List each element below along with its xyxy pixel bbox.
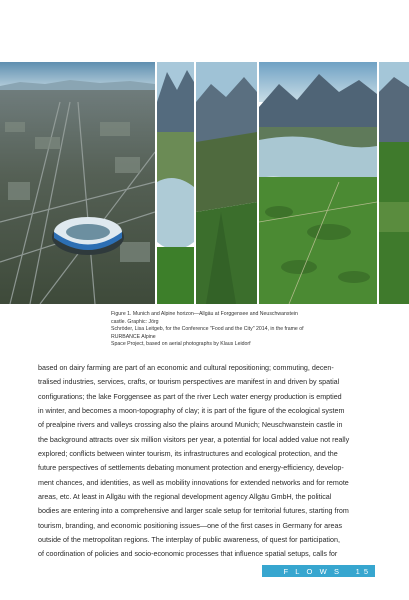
caption-line: Figure 1. Munich and Alpine horizon—Allgäu at Forggensee and Neuschwanstein castle. Graphic: Jörg [111,311,298,325]
photo-alpine-edge [379,62,409,304]
body-line: of coordination of policies and socio-economic processes that influence spatial setups, calls for [38,550,338,559]
body-line: explored; conflicts between winter tourism, its infrastructures and ecological protection, and the [38,450,338,459]
body-line: areas, etc. At least in Allgäu with the regional development agency Allgäu GmbH, the political [38,493,332,502]
figure-caption [111,311,311,349]
page-number: 1 5 [355,566,369,576]
body-line: of prealpine rivers and valleys crossing also the plains around Munich; Neuschwanstein castle in [38,421,343,430]
body-line: tralised industries, services, crafts, or tourism perspectives are manifest in and driven by spatial [38,378,340,387]
body-line: ment chances, and identities, as well as mobility innovations for extended networks and for remote [38,478,349,487]
body-line: outside of the metropolitan regions. The interplay of public awareness, of quest for participation, [38,536,340,545]
body-line: configurations; the lake Forggensee as part of the river Lech water energy production is emptied [38,392,342,401]
photo-forggensee-lake [259,62,377,304]
running-footer [262,565,375,577]
photo-alps-lake-narrow [157,62,194,304]
body-line: tourism, branding, and economic positioning issues—one of the first cases in Germany for areas [38,521,343,530]
caption-line: Schröder, Lisa Leitgeb, for the Conference "Food and the City" 2014, in the frame of RURBANCE Alpine [111,326,304,340]
photo-alpine-ridge [196,62,257,304]
body-line: bodies are entering into a comprehensive and larger scale setup for territorial futures, starting from [38,507,349,516]
body-line: in winter, and becomes a moon-topography of clay; it is part of the figure of the ecological system [38,407,345,416]
journal-title: F L O W S [283,566,342,576]
body-line: based on dairy farming are part of an economic and cultural repositioning; commuting, decen- [38,364,334,372]
body-line: future perspectives of settlements debating monument protection and energy-efficiency, develop- [38,464,344,473]
body-paragraph [38,361,373,562]
photo-munich-aerial [0,62,155,304]
body-line: the background attracts over six million visitors per year, a potential for local added value not really [38,435,350,444]
caption-line: Space Project, based on aerial photographs by Klaus Leidorf [111,341,251,348]
figure-photo-strip [0,62,409,304]
